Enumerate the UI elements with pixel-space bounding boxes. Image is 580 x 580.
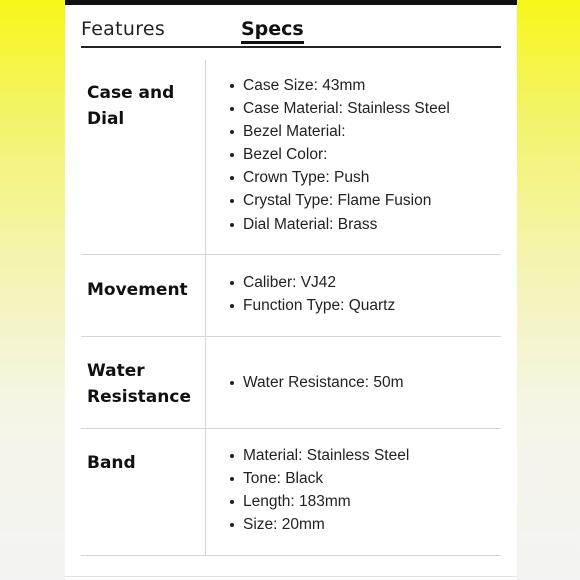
spec-item: Water Resistance: 50m: [229, 371, 404, 394]
spec-item: Crown Type: Push: [229, 166, 450, 189]
specs-table: [81, 60, 501, 556]
spec-item: Crystal Type: Flame Fusion: [229, 189, 450, 212]
spec-item: Tone: Black: [229, 467, 409, 490]
section-label-line: Movement: [87, 280, 188, 300]
section-label: [87, 277, 207, 303]
spec-section-band: [81, 429, 501, 556]
section-label: [87, 358, 207, 410]
tab-bar: [81, 16, 501, 48]
specs-card: [65, 0, 517, 580]
spec-section-movement: [81, 255, 501, 337]
column-divider: [205, 429, 206, 555]
section-label-line: Case and Dial: [87, 83, 175, 129]
section-label-line: Resistance: [87, 387, 191, 407]
section-label: [87, 80, 207, 132]
spec-item: Bezel Material:: [229, 120, 450, 143]
column-divider: [205, 255, 206, 336]
spec-item: Function Type: Quartz: [229, 294, 395, 317]
tab-features[interactable]: Features: [81, 18, 166, 40]
spec-item: Dial Material: Brass: [229, 213, 450, 236]
section-label-line: Water: [87, 361, 145, 381]
spec-item: Case Material: Stainless Steel: [229, 97, 450, 120]
spec-list: [229, 74, 450, 236]
spec-list: [229, 444, 409, 536]
spec-item: Material: Stainless Steel: [229, 444, 409, 467]
spec-list: [229, 271, 395, 317]
tab-specs[interactable]: Specs: [241, 18, 304, 40]
column-divider: [205, 337, 206, 428]
section-label: [87, 450, 207, 476]
spec-item: Caliber: VJ42: [229, 271, 395, 294]
spec-list: [229, 371, 404, 394]
spec-item: Size: 20mm: [229, 513, 409, 536]
spec-section-water-resistance: [81, 337, 501, 429]
section-label-line: Band: [87, 453, 136, 473]
spec-item: Case Size: 43mm: [229, 74, 450, 97]
card-bottom-divider: [65, 576, 517, 577]
spec-item: Length: 183mm: [229, 490, 409, 513]
spec-item: Bezel Color:: [229, 143, 450, 166]
spec-section-case-and-dial: [81, 60, 501, 255]
column-divider: [205, 60, 206, 254]
